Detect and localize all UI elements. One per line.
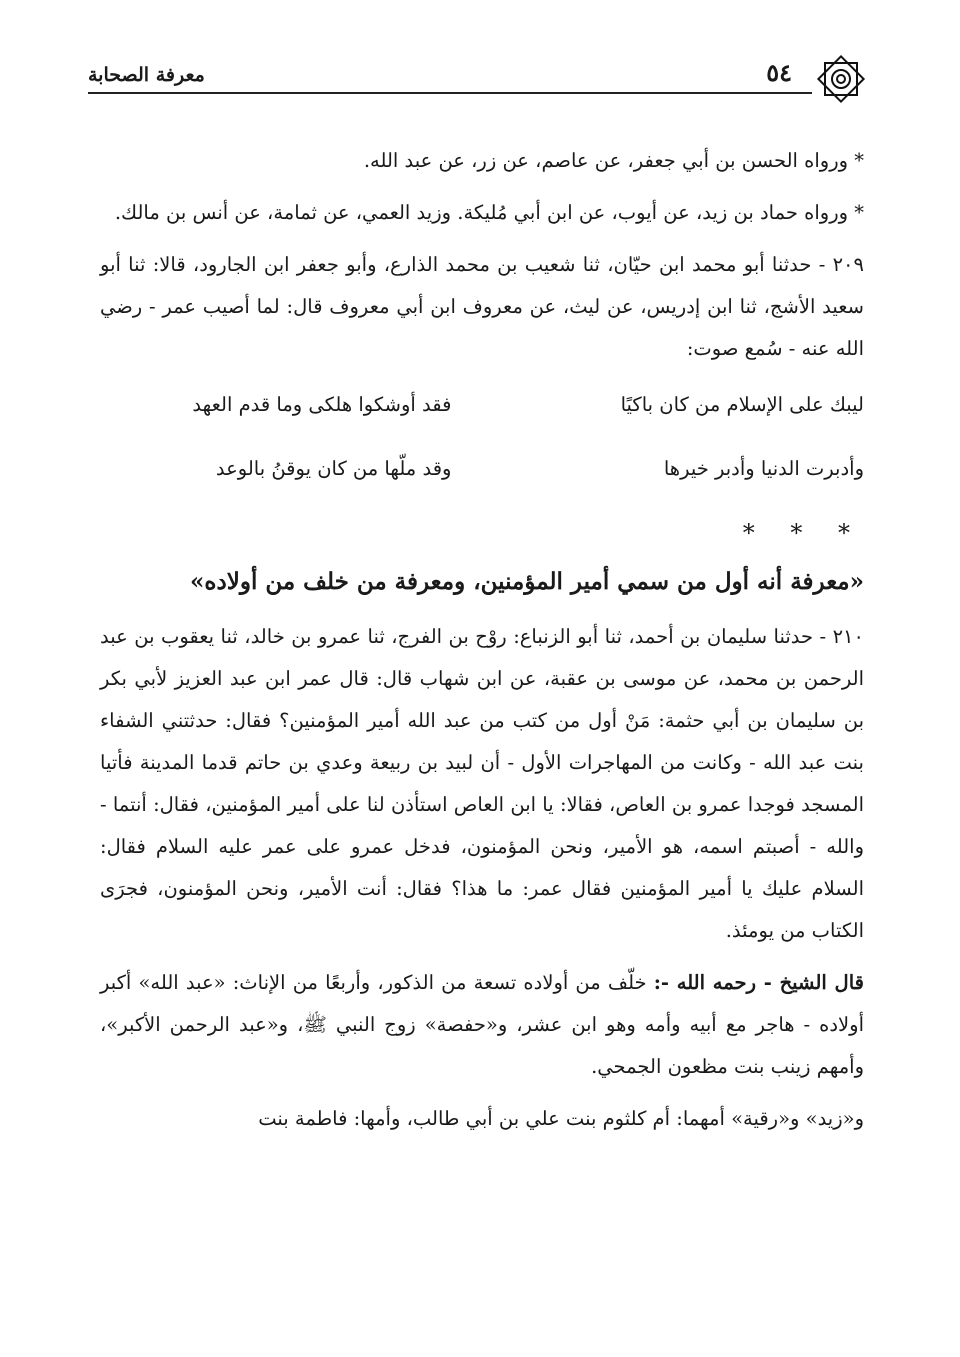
paragraph-1: * ورواه الحسن بن أبي جعفر، عن عاصم، عن زر، عن عبد الله. — [363, 149, 864, 172]
page-body — [100, 140, 864, 1140]
hadith-209: ٢٠٩ - حدثنا أبو محمد ابن حيّان، ثنا شعيب بن محمد الذارع، وأبو جعفر ابن الجارود، قالا: ثنا أبو سعيد الأشج، ثنا ابن إدريس، عن ليث، عن معروف ابن أبي معروف قال: لما أصيب عمر - رضي الله عنه - سُمع صوت: — [100, 253, 864, 360]
running-title: معرفة الصحابة — [88, 64, 211, 86]
section-heading: «معرفة أنه أول من سمي أمير المؤمنين، ومعرفة من خلف من أولاده» — [190, 568, 864, 595]
star-ornament-icon — [812, 50, 870, 108]
verse-1-second-hemistich: فقد أوشكوا هلكى وما قدم العهد — [192, 393, 452, 416]
header-rule — [88, 92, 870, 94]
sheikh-comment-text: خلّف من أولاده تسعة من الذكور، وأربعًا من الإناث: «عبد الله» أكبر أولاده - هاجر مع أبيه وأمه وهو ابن عشر، و«حفصة» زوج النبي ﷺ، و«عبد الرحمن الأكبر»، وأمهم زينب بنت مظعون الجمحي. — [100, 971, 864, 1078]
page-header — [88, 50, 870, 112]
verse-1-first-hemistich: ليبك على الإسلام من كان باكيًا — [620, 393, 864, 416]
page-number: ٥٤ — [760, 58, 798, 87]
verse-2-first-hemistich: وأدبرت الدنيا وأدبر خيرها — [663, 457, 864, 480]
sheikh-comment — [100, 962, 864, 1088]
verse-line-1 — [100, 376, 864, 434]
verse-2-second-hemistich: وقد ملّها من كان يوقنُ بالوعد — [215, 457, 452, 480]
verse-line-2 — [100, 440, 864, 498]
hadith-210: ٢١٠ - حدثنا سليمان بن أحمد، ثنا أبو الزنباع: روْح بن الفرج، ثنا عمرو بن خالد، ثنا يعقوب بن عبد الرحمن بن محمد، عن موسى بن عقبة، عن ابن شهاب قال: قال عمر ابن عبد العزيز لأبي بكر بن سليمان بن أبي حثمة: مَنْ أول من كتب من عبد الله أمير المؤمنين؟ فقال: حدثتني الشفاء بنت عبد الله - وكانت من المهاجرات الأول - أن لبيد بن ربيعة وعدي بن حاتم قدما المدينة فأتيا المسجد فوجدا عمرو بن العاص، فقالا: يا ابن العاص استأذن لنا على أمير المؤمنين، فقال: أنتما - والله - أصبتم اسمه، هو الأمير، ونحن المؤمنون، فدخل عمرو على عمر عليه السلام فقال: السلام عليك يا أمير المؤمنين فقال عمر: ما هذا؟ فقال: أنت الأمير، ونحن المؤمنون، فجرَى الكتاب من يومئذ. — [100, 625, 864, 942]
paragraph-last: و«زيد» و«رقية» أمهما: أم كلثوم بنت علي بن أبي طالب، وأمها: فاطمة بنت — [258, 1107, 864, 1130]
section-separator: * * * — [742, 519, 864, 547]
sheikh-comment-lead: قال الشيخ - رحمه الله -: — [653, 971, 864, 994]
paragraph-2: * ورواه حماد بن زيد، عن أيوب، عن ابن أبي مُليكة. وزيد العمي، عن ثمامة، عن أنس بن مالك. — [114, 201, 864, 224]
